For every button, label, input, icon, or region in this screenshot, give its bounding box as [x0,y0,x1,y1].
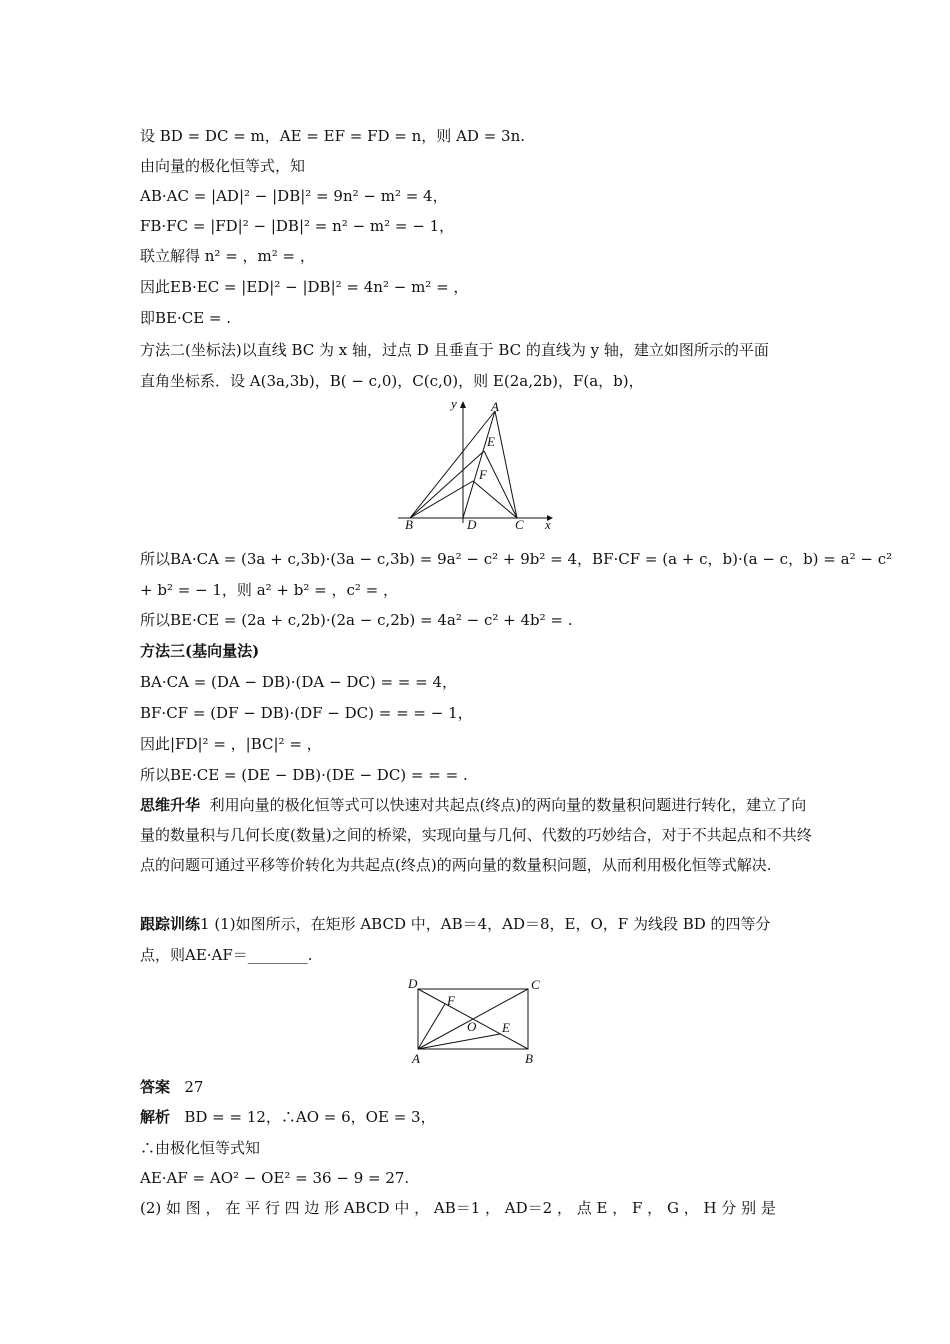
answer-label: 答案 [140,1078,171,1096]
method2-line-5: 所以BE·CE = (2a + c,2b)·(2a − c,2b) = 4a² − c² + 4b² = . [140,611,573,629]
summary-label: 思维升华 [140,796,201,814]
y-axis-arrow-icon [460,401,466,408]
method3-line-1: BA·CA = (DA − DB)·(DA − DC) = = = 4， [140,673,458,691]
exercise-line-1 [140,914,771,934]
text-line-3: AB·AC = |AD|² − |DB|² = 9n² − m² = 4， [140,187,448,205]
text-line-5: 联立解得 n² = ，m² = ， [140,247,315,265]
analysis-label: 解析 [140,1108,171,1126]
analysis-line-1 [140,1107,436,1127]
method2-line-1: 方法二(坐标法)以直线 BC 为 x 轴，过点 D 且垂直于 BC 的直线为 y 轴，建立如图所示的平面 [140,341,769,359]
label-C: C [531,977,540,992]
label-E: E [502,1020,510,1035]
exercise-line-2: 点，则AE·AF＝________. [140,946,313,964]
label-F: F [479,467,487,482]
answer-value: 27 [184,1078,204,1096]
method3-line-3: 因此|FD|² = ，|BC|² = ， [140,735,322,753]
text-line-1: 设 BD = DC = m，AE = EF = FD = n，则 AD = 3n. [140,127,526,145]
exercise-text-1: 1 (1)如图所示，在矩形 ABCD 中，AB＝4，AD＝8，E，O，F 为线段 BD 的四等分 [200,915,771,933]
text-line-4: FB·FC = |FD|² − |DB|² = n² − m² = − 1， [140,217,455,235]
part2-line: (2) 如 图 ， 在 平 行 四 边 形 ABCD 中 ， AB＝1 ， AD＝2 ， 点 E ， F ， G ， H 分 别 是 [140,1199,776,1217]
exercise-label: 跟踪训练 [140,915,201,933]
label-B: B [405,517,413,532]
label-A: A [412,1051,420,1066]
label-y: y [451,396,457,411]
label-C: C [515,517,524,532]
method2-line-2: 直角坐标系．设 A(3a,3b)，B( − c,0)，C(c,0)，则 E(2a,2b)，F(a，b)， [140,372,644,390]
label-A: A [491,399,499,414]
analysis-line-3: AE·AF = AO² − OE² = 36 − 9 = 27. [140,1169,410,1187]
method2-line-3: 所以BA·CA = (3a + c,3b)·(3a − c,3b) = 9a² − c² + 9b² = 4，BF·CF = (a + c，b)·(a − c，b) = a² − c² [140,550,893,568]
analysis-text: BD = = 12，∴AO = 6，OE = 3， [184,1108,436,1126]
answer-line [140,1077,203,1097]
label-B: B [525,1051,533,1066]
text-line-2: 由向量的极化恒等式，知 [140,157,306,175]
coordinate-figure [395,396,565,534]
label-D: D [408,976,418,991]
method3-line-2: BF·CF = (DF − DB)·(DF − DC) = = = − 1， [140,704,473,722]
method2-line-4: + b² = − 1，则 a² + b² = ，c² = ， [140,581,399,599]
summary-paragraph [140,790,812,880]
segment-BF [410,481,473,518]
segment-AE [418,1034,500,1049]
analysis-line-2: ∴由极化恒等式知 [140,1139,261,1157]
label-O: O [467,1019,477,1034]
label-E: E [487,434,495,449]
label-F: F [447,993,455,1008]
label-x: x [545,517,551,532]
segment-BA [410,411,495,518]
segment-CE [484,451,517,518]
segment-AF [418,1004,445,1049]
method3-line-4: 所以BE·CE = (DE − DB)·(DE − DC) = = = . [140,766,468,784]
text-line-7: 即BE·CE = . [140,309,232,327]
rectangle-figure [405,974,545,1070]
method3-title: 方法三(基向量法) [140,642,260,660]
summary-text: 利用向量的极化恒等式可以快速对共起点(终点)的两向量的数量积问题进行转化，建立了向量的数量积与几何长度(数量)之间的桥梁，实现向量与几何、代数的巧妙结合，对于不共起点和不共终点的问题可通过平移等价转化为共起点(终点)的两向量的数量积问题，从而利用极化恒等式解决. [140,796,812,874]
label-D: D [467,517,477,532]
text-line-6: 因此EB·EC = |ED|² − |DB|² = 4n² − m² = ， [140,278,469,296]
